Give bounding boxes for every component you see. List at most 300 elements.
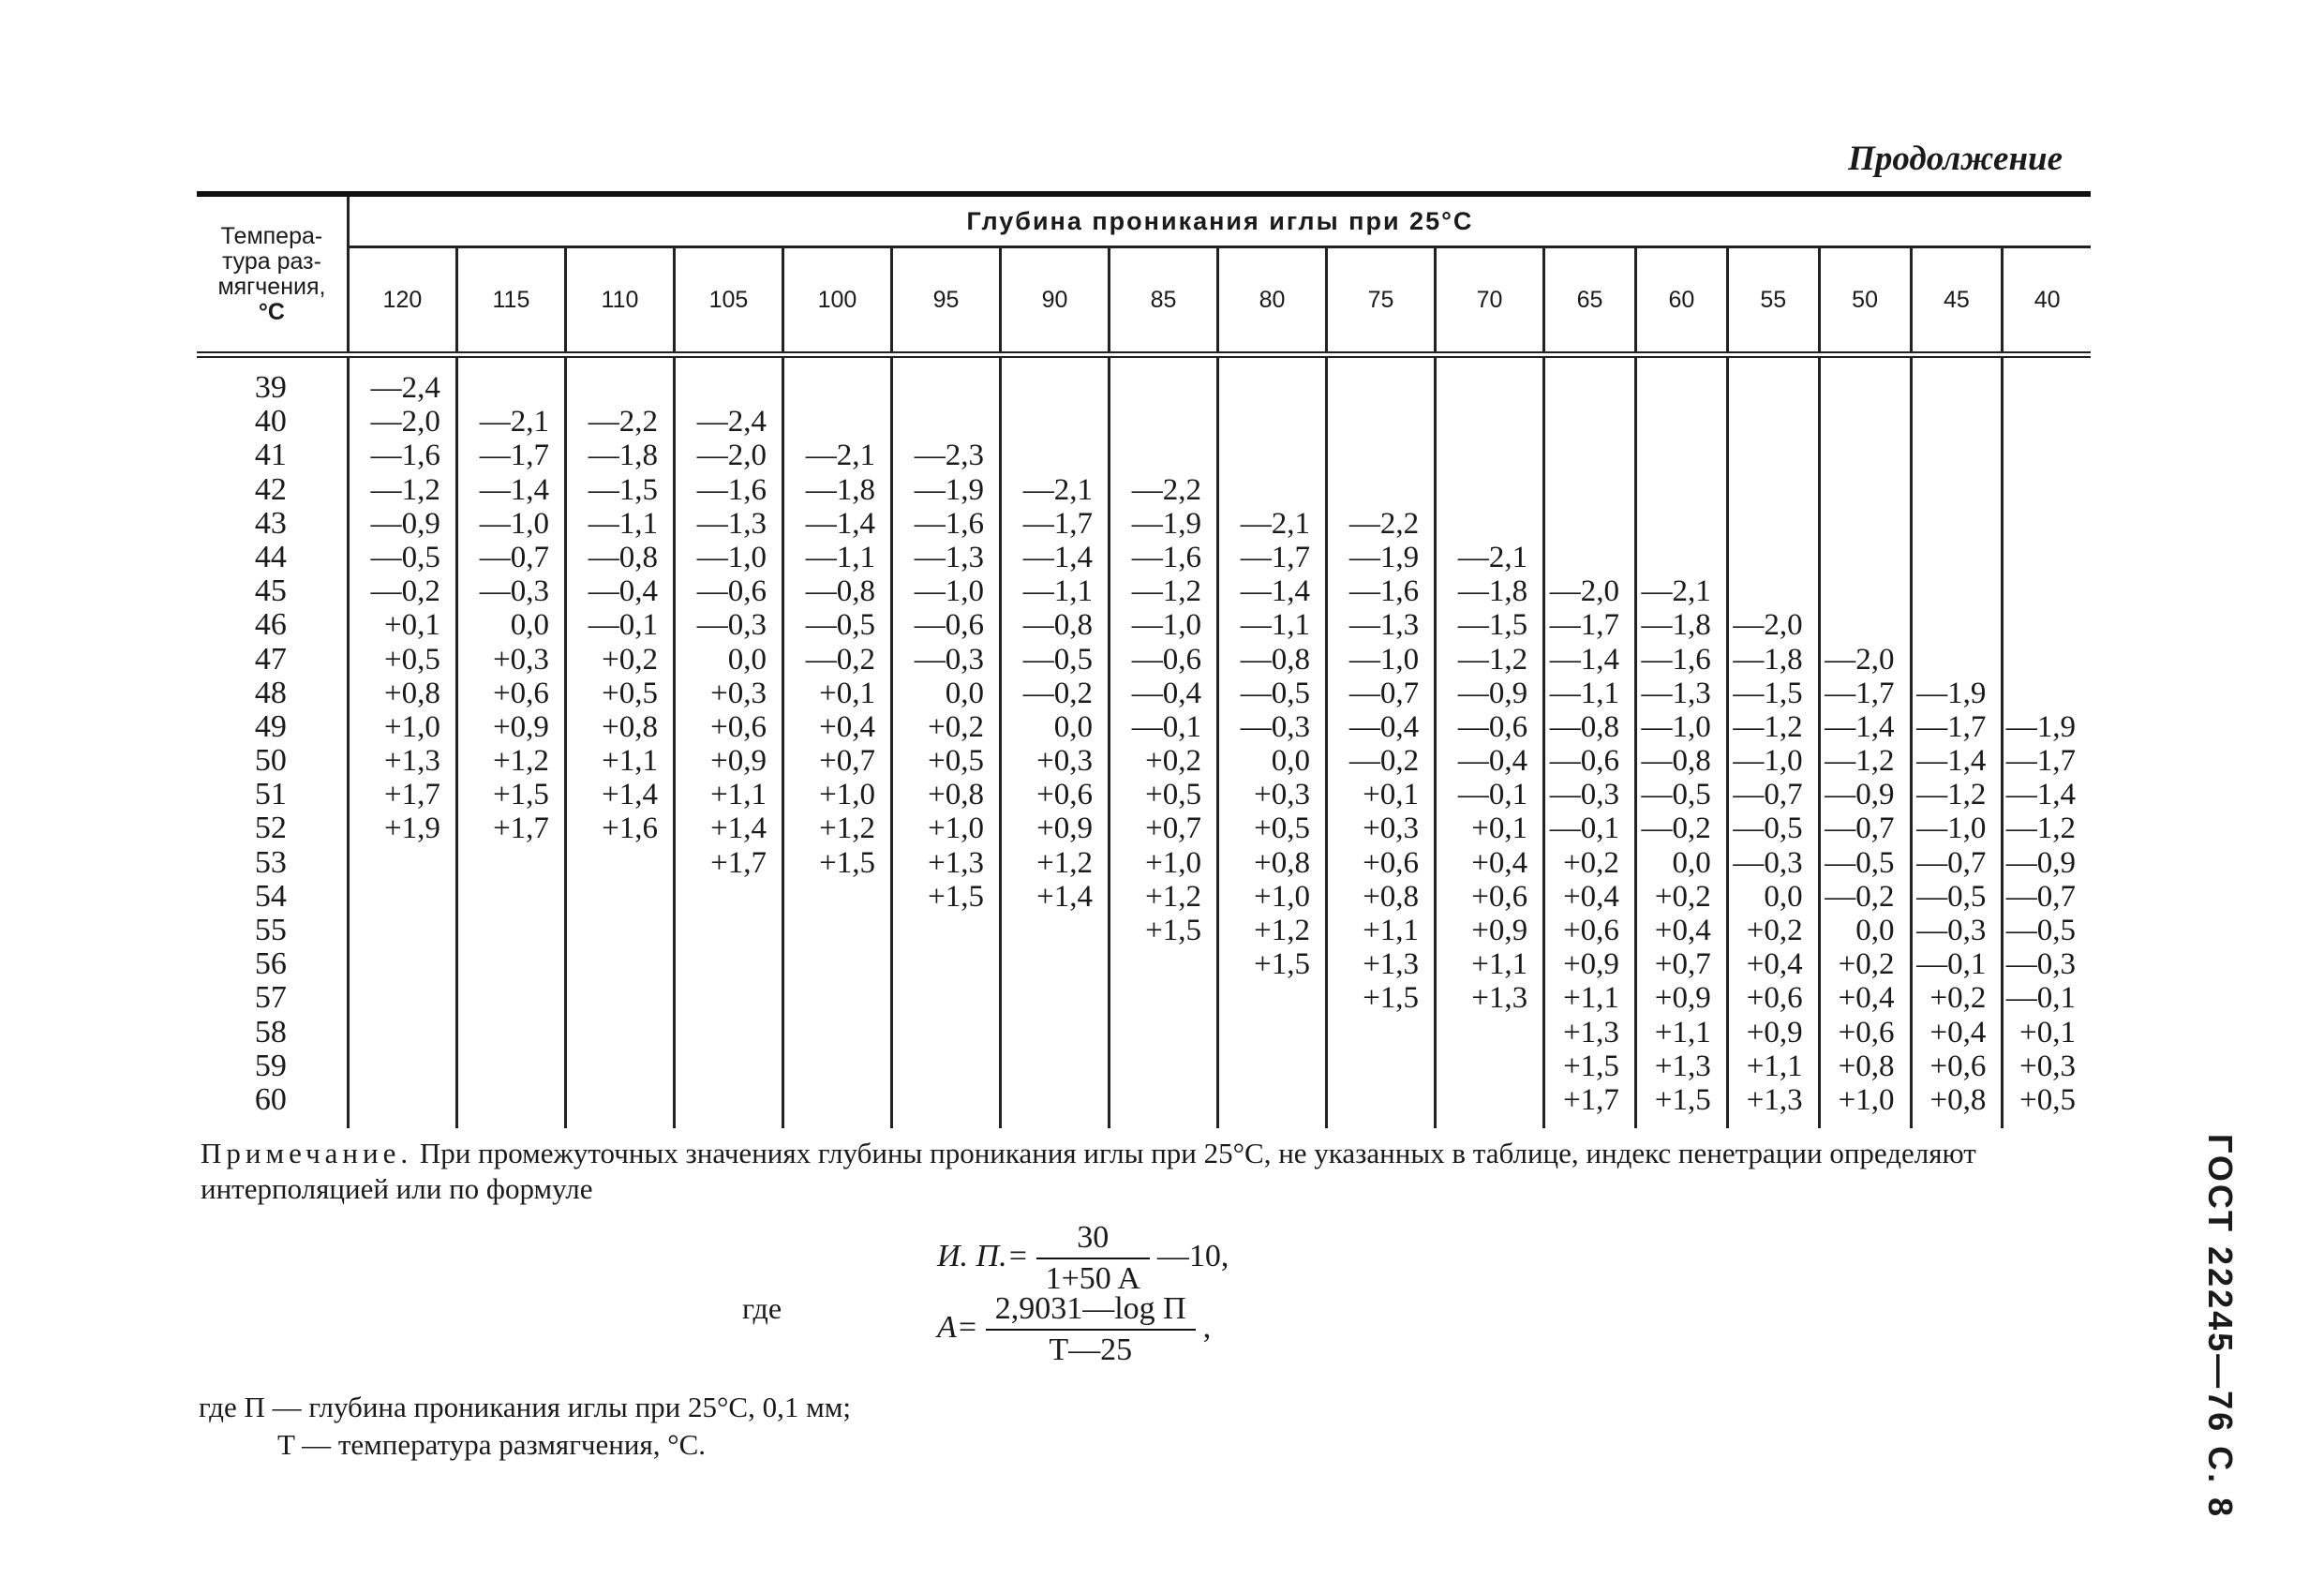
index-value: —0,1 [1457, 778, 1528, 812]
index-value: —2,2 [1131, 472, 1202, 507]
temperature-value: 50 [254, 743, 287, 779]
index-value: +1,3 [1654, 1049, 1711, 1083]
temperature-column-header [197, 194, 348, 351]
index-value: +0,4 [1654, 914, 1711, 947]
index-value: —0,3 [1733, 845, 1803, 880]
index-value: —0,6 [914, 608, 984, 643]
index-value: —1,0 [1641, 709, 1711, 744]
index-value: +1,7 [1563, 1082, 1619, 1117]
index-value: +1,2 [1036, 845, 1094, 880]
index-value: —0,3 [1240, 709, 1311, 744]
formula2-lhs: A= [937, 1309, 978, 1345]
table-note [201, 1136, 2090, 1207]
index-value: —1,0 [479, 506, 549, 541]
index-value: +1,3 [1471, 981, 1528, 1016]
index-value: —0,6 [1457, 709, 1528, 744]
index-value: —0,4 [588, 574, 658, 609]
index-value: +0,9 [1471, 914, 1528, 947]
index-value: +1,6 [602, 811, 658, 846]
temperature-value: 47 [254, 641, 287, 677]
index-value: —1,1 [805, 540, 875, 574]
temperature-column [197, 355, 348, 1129]
index-value: 0,0 [1672, 845, 1711, 880]
index-value: +1,5 [819, 845, 875, 880]
index-value: —1,9 [2005, 709, 2076, 744]
index-value: —1,6 [370, 439, 440, 473]
index-value: —1,2 [1733, 709, 1803, 744]
penetration-index-table [197, 191, 2091, 1128]
index-value: +1,5 [1363, 981, 1420, 1016]
index-value: —1,0 [1916, 811, 1987, 846]
temperature-value: 42 [254, 471, 287, 507]
index-value: +0,3 [710, 676, 767, 710]
index-value: —1,4 [1916, 744, 1987, 779]
temperature-value: 45 [254, 573, 287, 609]
index-value: —2,2 [1348, 506, 1420, 541]
index-value: +1,1 [602, 744, 658, 779]
temperature-value: 44 [254, 539, 287, 574]
depth-header-45: 45 [1911, 247, 2003, 352]
index-value: +1,5 [928, 879, 984, 914]
index-value: +0,1 [2019, 1015, 2076, 1050]
index-value: —0,8 [588, 540, 658, 574]
index-value: 0,0 [1053, 709, 1094, 744]
formula-penetration-index [937, 1220, 1229, 1297]
continuation-label: Продолжение [1848, 140, 2063, 178]
index-value: —0,7 [1733, 778, 1803, 812]
formula1-tail: —10, [1156, 1238, 1229, 1273]
index-value: —1,9 [914, 472, 984, 507]
temperature-header-line: Темпера- [220, 222, 323, 249]
index-value: +1,1 [710, 778, 767, 812]
note-text: При промежуточных значениях глубины проникания иглы при 25°С, не указанных в таблице, индекс пенетрации определяют интерполяцией или по формуле [201, 1137, 1976, 1205]
index-value: —0,7 [1825, 811, 1895, 846]
index-value: —1,4 [1549, 642, 1619, 677]
index-value: —1,6 [696, 472, 767, 507]
index-value: —0,4 [1348, 709, 1420, 744]
index-value: —0,2 [1022, 676, 1094, 710]
index-value: +1,2 [819, 811, 875, 846]
index-value: —0,5 [1825, 845, 1895, 880]
index-value: —0,5 [1240, 676, 1311, 710]
index-value: —1,6 [1641, 642, 1711, 677]
depth-column-75 [1327, 355, 1436, 1129]
index-value: —1,1 [588, 506, 658, 541]
temperature-value: 49 [254, 708, 287, 744]
index-value: —1,4 [1825, 709, 1895, 744]
index-value: —0,9 [1825, 778, 1895, 812]
index-value: —1,7 [479, 439, 549, 473]
index-value: —2,4 [370, 371, 440, 405]
temperature-value: 41 [254, 438, 287, 473]
index-value: —0,5 [1916, 879, 1987, 914]
index-value: —1,6 [914, 506, 984, 541]
depth-column-110 [565, 355, 674, 1129]
index-value: +0,9 [1746, 1015, 1803, 1050]
index-value: —0,1 [588, 608, 658, 643]
index-value: +1,0 [1145, 845, 1202, 880]
index-value: +1,0 [928, 811, 984, 846]
index-value: —1,0 [914, 574, 984, 609]
index-value: +0,2 [1654, 879, 1711, 914]
index-value: 0,0 [510, 608, 549, 643]
index-value: +1,1 [1563, 981, 1619, 1016]
index-value: +0,5 [602, 676, 658, 710]
index-value: —1,8 [1733, 642, 1803, 677]
index-value: —1,4 [1022, 540, 1094, 574]
formula-a [937, 1291, 1211, 1368]
index-value: +1,0 [384, 709, 440, 744]
temperature-value: 46 [254, 607, 287, 643]
index-value: +0,2 [1838, 947, 1895, 982]
index-value: —0,8 [1641, 744, 1711, 779]
index-value: +1,1 [1471, 947, 1528, 982]
definition-depth: где П — глубина проникания иглы при 25°С, 0,1 мм; [199, 1391, 851, 1423]
index-value: +0,1 [1363, 778, 1420, 812]
where-word: где [742, 1291, 782, 1325]
index-value: +0,5 [1254, 811, 1311, 846]
index-value: —1,0 [1348, 642, 1420, 677]
index-value: —2,0 [1549, 574, 1619, 609]
index-value: +0,2 [602, 642, 658, 677]
index-value: +0,5 [2019, 1082, 2076, 1117]
index-value: +1,3 [384, 744, 440, 779]
index-value: +0,9 [710, 744, 767, 779]
index-value: +0,6 [1563, 914, 1619, 947]
index-value: +0,8 [1363, 879, 1420, 914]
index-value: +0,6 [710, 709, 767, 744]
index-value: —0,5 [805, 608, 875, 643]
temperature-value: 40 [254, 404, 287, 439]
temperature-value: 51 [254, 777, 287, 812]
index-value: +0,8 [928, 778, 984, 812]
index-value: —0,3 [2005, 947, 2076, 982]
index-value: —1,0 [1733, 744, 1803, 779]
temperature-header-line: °С [258, 298, 285, 325]
depth-header-80: 80 [1218, 247, 1327, 352]
index-value: —0,6 [696, 574, 767, 609]
index-value: +0,9 [493, 709, 549, 744]
index-value: —1,4 [2005, 778, 2076, 812]
temperature-value: 39 [254, 370, 287, 405]
index-value: —1,3 [696, 506, 767, 541]
depth-header-110: 110 [565, 247, 674, 352]
index-value: —0,2 [1348, 744, 1420, 779]
index-value: +0,7 [1654, 947, 1711, 982]
index-value: +0,8 [1254, 845, 1311, 880]
formula2-numerator: 2,9031—log П [986, 1291, 1196, 1331]
index-value: 0,0 [727, 642, 767, 677]
index-value: —2,0 [1733, 608, 1803, 643]
index-value: —2,4 [696, 405, 767, 439]
index-value: +0,8 [602, 709, 658, 744]
depth-column-55 [1727, 355, 1819, 1129]
index-value: —0,8 [1022, 608, 1094, 643]
index-value: +1,0 [1838, 1082, 1895, 1117]
index-value: —2,3 [914, 439, 984, 473]
index-value: —0,1 [2005, 981, 2076, 1016]
index-value: +1,7 [710, 845, 767, 880]
index-value: —1,9 [1916, 676, 1987, 710]
side-label-text: ГОСТ 22245—76 С. 8 [2201, 1134, 2240, 1520]
index-value: —1,7 [1240, 540, 1311, 574]
index-value: —0,5 [2005, 914, 2076, 947]
index-value: —0,3 [1916, 914, 1987, 947]
index-value: —2,1 [1457, 540, 1528, 574]
index-value: +1,3 [1363, 947, 1420, 982]
index-value: +1,2 [1145, 879, 1202, 914]
index-value: —0,7 [2005, 879, 2076, 914]
index-value: +1,5 [1254, 947, 1311, 982]
index-value: —0,7 [479, 540, 549, 574]
index-value: +0,4 [1471, 845, 1528, 880]
depth-header-55: 55 [1727, 247, 1819, 352]
index-value: —2,1 [479, 405, 549, 439]
index-value: —1,5 [588, 472, 658, 507]
index-value: +1,9 [384, 811, 440, 846]
index-value: —0,2 [1641, 811, 1711, 846]
depth-header-115: 115 [456, 247, 565, 352]
depth-column-85 [1110, 355, 1218, 1129]
index-value: —2,1 [1240, 506, 1311, 541]
index-value: —1,1 [1549, 676, 1619, 710]
index-value: —1,1 [1022, 574, 1094, 609]
index-value: +0,3 [1036, 744, 1094, 779]
index-value: —2,2 [588, 405, 658, 439]
temperature-value: 43 [254, 505, 287, 541]
index-value: +0,5 [1145, 778, 1202, 812]
index-value: +0,3 [493, 642, 549, 677]
index-value: +1,5 [1654, 1082, 1711, 1117]
index-value: —1,7 [1825, 676, 1895, 710]
temperature-value: 48 [254, 675, 287, 710]
index-value: +1,4 [1036, 879, 1094, 914]
index-value: 0,0 [945, 676, 984, 710]
depth-header-100: 100 [782, 247, 891, 352]
temperature-value: 59 [254, 1048, 287, 1083]
index-value: —2,0 [696, 439, 767, 473]
definitions [199, 1389, 851, 1464]
depth-column-95 [891, 355, 1000, 1129]
index-value: +0,2 [1929, 981, 1987, 1016]
formula2-denominator: T—25 [1049, 1332, 1133, 1367]
index-value: +1,5 [1145, 914, 1202, 947]
index-value: —0,6 [1549, 744, 1619, 779]
depth-column-105 [674, 355, 782, 1129]
formula1-lhs: И. П.= [937, 1238, 1029, 1273]
index-value: +1,0 [819, 778, 875, 812]
index-value: —1,2 [1825, 744, 1895, 779]
index-value: —0,1 [1916, 947, 1987, 982]
index-value: —1,1 [1240, 608, 1311, 643]
index-value: —0,9 [1457, 676, 1528, 710]
depth-header-60: 60 [1635, 247, 1727, 352]
formula2-tail: , [1202, 1309, 1212, 1345]
depth-column-115 [456, 355, 565, 1129]
index-value: +1,7 [493, 811, 549, 846]
index-value: —0,1 [1549, 811, 1619, 846]
index-value: +1,7 [384, 778, 440, 812]
index-value: —1,0 [696, 540, 767, 574]
index-value: +1,2 [1254, 914, 1311, 947]
index-value: +0,4 [1746, 947, 1803, 982]
standard-page-label [2146, 1134, 2258, 1520]
index-value: —0,2 [370, 574, 440, 609]
temperature-value: 55 [254, 913, 287, 947]
index-value: +0,6 [1363, 845, 1420, 880]
index-value: —0,8 [1549, 709, 1619, 744]
index-value: —1,0 [1131, 608, 1202, 643]
index-value: +0,5 [928, 744, 984, 779]
index-value: +0,9 [1036, 811, 1094, 846]
index-value: +0,2 [928, 709, 984, 744]
index-value: —0,4 [1131, 676, 1202, 710]
index-value: —1,3 [1348, 608, 1420, 643]
index-value: —1,4 [805, 506, 875, 541]
index-value: —1,8 [805, 472, 875, 507]
temperature-value: 53 [254, 844, 287, 880]
index-value: —2,1 [805, 439, 875, 473]
index-value: +0,4 [1929, 1015, 1987, 1050]
depth-column-90 [1001, 355, 1110, 1129]
index-value: —1,5 [1733, 676, 1803, 710]
index-value: +1,3 [1746, 1082, 1803, 1117]
index-value: —1,9 [1131, 506, 1202, 541]
index-value: —1,8 [1457, 574, 1528, 609]
index-value: +0,6 [1929, 1049, 1987, 1083]
depth-header-50: 50 [1819, 247, 1911, 352]
temperature-value: 52 [254, 811, 287, 846]
index-value: +0,6 [1746, 981, 1803, 1016]
depth-header-105: 105 [674, 247, 782, 352]
depth-column-50 [1819, 355, 1911, 1129]
index-value: —1,2 [370, 472, 440, 507]
temperature-value: 57 [254, 980, 287, 1016]
index-value: —0,3 [914, 642, 984, 677]
index-value: —1,7 [1022, 506, 1094, 541]
index-value: —1,2 [1131, 574, 1202, 609]
depth-column-70 [1436, 355, 1544, 1129]
index-value: +0,2 [1563, 845, 1619, 880]
index-value: +0,5 [384, 642, 440, 677]
depth-header-120: 120 [348, 247, 456, 352]
index-value: +0,1 [384, 608, 440, 643]
depth-column-80 [1218, 355, 1327, 1129]
depth-column-65 [1544, 355, 1636, 1129]
index-value: +0,9 [1654, 981, 1711, 1016]
index-value: —0,4 [1457, 744, 1528, 779]
index-value: —1,2 [1916, 778, 1987, 812]
index-value: +1,1 [1363, 914, 1420, 947]
temperature-value: 60 [254, 1081, 287, 1117]
index-value: +0,3 [1254, 778, 1311, 812]
formula2-fraction [986, 1291, 1196, 1368]
index-value: +0,2 [1746, 914, 1803, 947]
index-value: +1,1 [1654, 1015, 1711, 1050]
index-value: —0,9 [2005, 845, 2076, 880]
index-value: —1,8 [1641, 608, 1711, 643]
index-value: +0,6 [493, 676, 549, 710]
formula1-numerator: 30 [1036, 1220, 1150, 1259]
index-value: +0,1 [819, 676, 875, 710]
depth-group-header: Глубина проникания иглы при 25°С [348, 194, 2091, 247]
index-value: —0,5 [1022, 642, 1094, 677]
index-value: +0,6 [1036, 778, 1094, 812]
index-value: —1,3 [1641, 676, 1711, 710]
index-value: —1,4 [479, 472, 549, 507]
temperature-value: 56 [254, 946, 287, 982]
index-value: +0,3 [1363, 811, 1420, 846]
depth-header-70: 70 [1436, 247, 1544, 352]
temperature-header-line: тура раз- [221, 247, 321, 275]
index-value: +0,4 [819, 709, 875, 744]
depth-column-100 [782, 355, 891, 1129]
index-value: +1,0 [1254, 879, 1311, 914]
depth-header-95: 95 [891, 247, 1000, 352]
index-value: —0,3 [1549, 778, 1619, 812]
definition-temperature: T — температура размягчения, °С. [277, 1428, 707, 1461]
temperature-value: 58 [254, 1014, 287, 1050]
index-value: +0,4 [1838, 981, 1895, 1016]
depth-header-90: 90 [1001, 247, 1110, 352]
index-value: +1,4 [602, 778, 658, 812]
index-value: +1,2 [493, 744, 549, 779]
index-value: +1,4 [710, 811, 767, 846]
depth-column-120 [348, 355, 456, 1129]
index-value: +1,3 [928, 845, 984, 880]
index-value: —1,8 [588, 439, 658, 473]
index-value: +0,8 [1838, 1049, 1895, 1083]
index-value: —0,8 [1240, 642, 1311, 677]
depth-header-85: 85 [1110, 247, 1218, 352]
index-value: —0,3 [479, 574, 549, 609]
index-value: —2,1 [1641, 574, 1711, 609]
index-value: —0,5 [1641, 778, 1711, 812]
index-value: +0,3 [2019, 1049, 2076, 1083]
index-value: —1,6 [1131, 540, 1202, 574]
index-value: +0,8 [384, 676, 440, 710]
formula1-denominator: 1+50 A [1045, 1261, 1140, 1296]
index-value: 0,0 [1271, 744, 1311, 779]
index-value: +1,5 [1563, 1049, 1619, 1083]
depth-header-75: 75 [1327, 247, 1436, 352]
index-value: —0,6 [1131, 642, 1202, 677]
index-value: —1,4 [1240, 574, 1311, 609]
index-value: +0,7 [1145, 811, 1202, 846]
index-value: —0,2 [805, 642, 875, 677]
index-value: +0,8 [1929, 1082, 1987, 1117]
note-lead: Примечание. [201, 1137, 413, 1169]
index-value: 0,0 [1855, 914, 1895, 947]
index-value: +0,1 [1471, 811, 1528, 846]
index-value: —0,2 [1825, 879, 1895, 914]
temperature-value: 54 [254, 878, 287, 914]
index-value: —0,5 [370, 540, 440, 574]
index-value: —0,8 [805, 574, 875, 609]
index-value: —0,7 [1916, 845, 1987, 880]
index-value: —1,9 [1348, 540, 1420, 574]
depth-column-45 [1911, 355, 2003, 1129]
depth-column-60 [1635, 355, 1727, 1129]
index-value: +1,5 [493, 778, 549, 812]
index-value: —2,1 [1022, 472, 1094, 507]
index-value: +0,6 [1838, 1015, 1895, 1050]
index-value: —1,7 [2005, 744, 2076, 779]
index-value: +1,1 [1746, 1049, 1803, 1083]
index-value: —1,3 [914, 540, 984, 574]
index-value: —1,7 [1916, 709, 1987, 744]
index-value: —2,0 [370, 405, 440, 439]
